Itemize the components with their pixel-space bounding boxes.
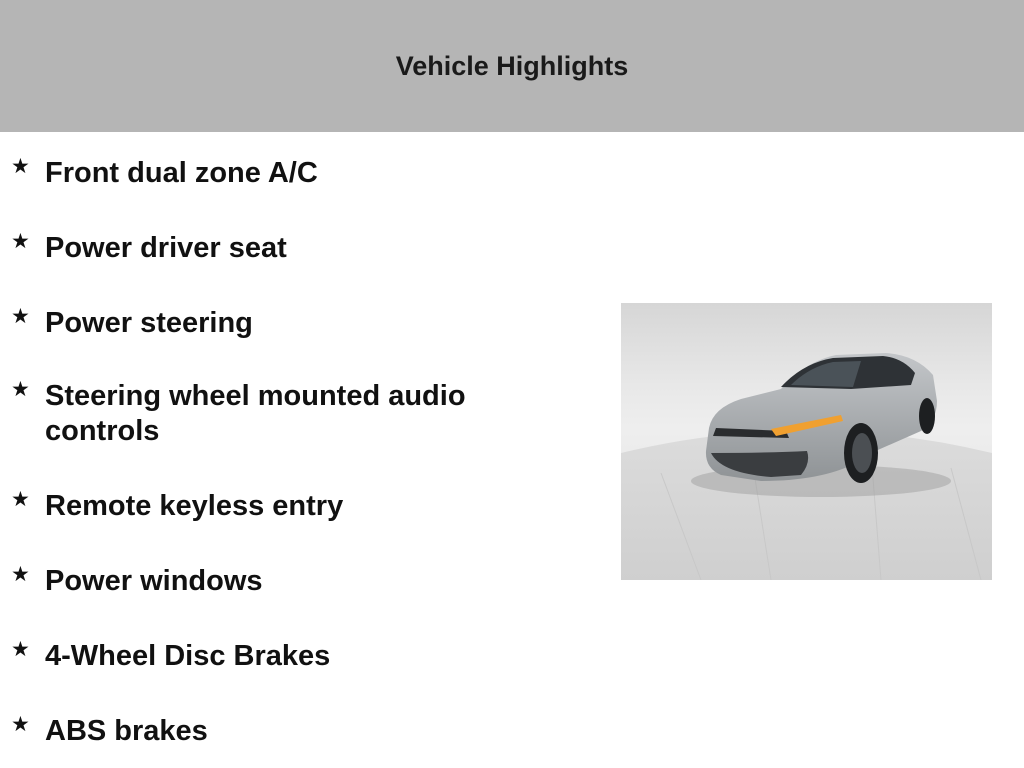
feature-label: Power windows [45, 565, 263, 597]
feature-label: Front dual zone A/C [45, 157, 318, 189]
feature-label: ABS brakes [45, 715, 208, 747]
vehicle-photo [621, 303, 992, 580]
star-icon: ★ [11, 712, 30, 736]
star-icon: ★ [11, 154, 30, 178]
feature-label: Remote keyless entry [45, 490, 344, 522]
star-icon: ★ [11, 304, 30, 328]
star-icon: ★ [11, 562, 30, 586]
star-icon: ★ [11, 377, 30, 401]
header-banner [0, 0, 1024, 132]
star-icon: ★ [11, 637, 30, 661]
feature-label: Power steering [45, 307, 253, 339]
page-title: Vehicle Highlights [395, 50, 629, 81]
star-icon: ★ [11, 487, 30, 511]
feature-label: 4-Wheel Disc Brakes [45, 640, 331, 672]
star-icon: ★ [11, 229, 30, 253]
feature-label: Power driver seat [45, 232, 287, 264]
feature-label: Steering wheel mounted audio controls [45, 380, 466, 447]
car-icon [621, 303, 992, 580]
